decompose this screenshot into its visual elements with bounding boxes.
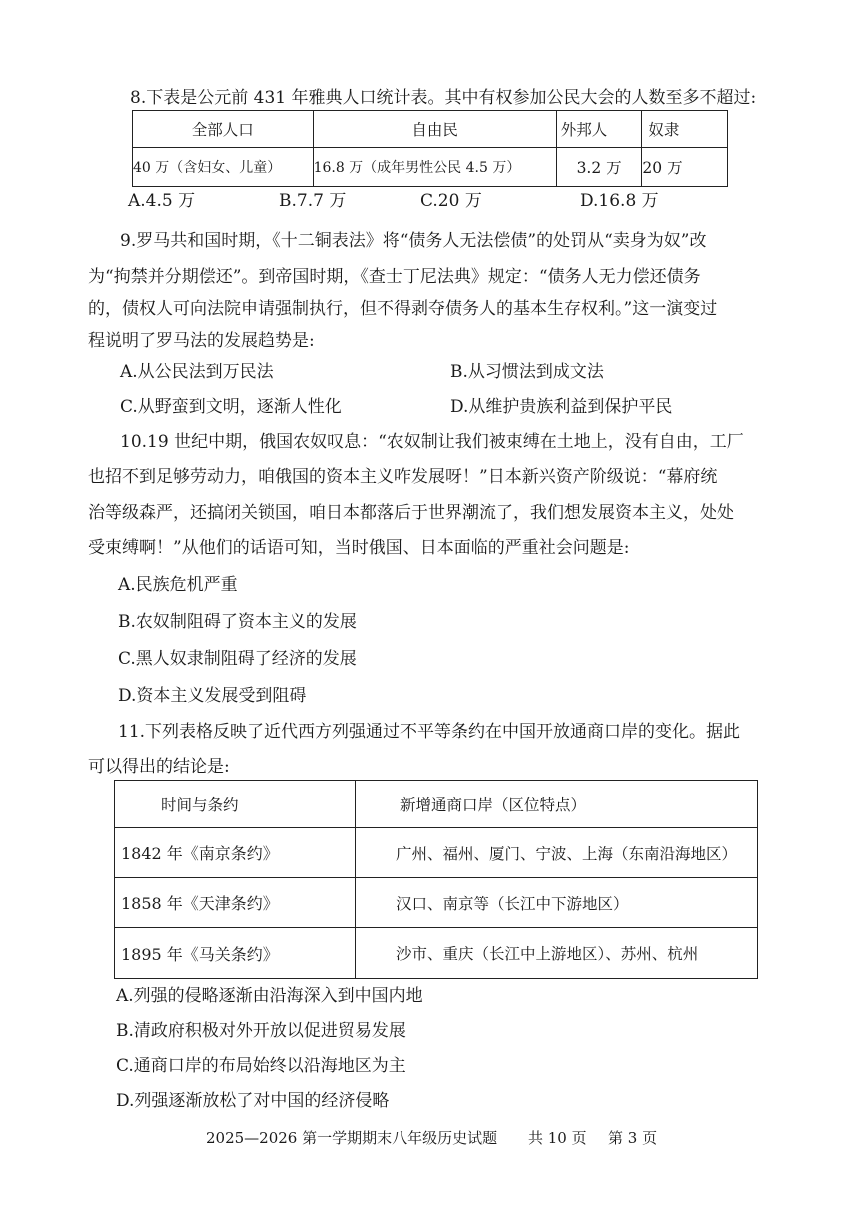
q8-cell-total: 40 万（含妇女、儿童） (133, 148, 314, 187)
q8-header-foreigners: 外邦人 (556, 111, 642, 148)
q10-option-c: C.黑人奴隶制阻碍了经济的发展 (118, 649, 357, 669)
q10-option-a: A.民族危机严重 (118, 575, 238, 595)
q9-line-4: 程说明了罗马法的发展趋势是: (88, 331, 315, 351)
q9-line-3: 的，债权人可向法院申请强制执行，但不得剥夺债务人的基本生存权利。”这一演变过 (88, 299, 718, 319)
q10-line-4: 受束缚啊！”从他们的话语可知，当时俄国、日本面临的严重社会问题是: (88, 538, 630, 558)
q11-option-b: B.清政府积极对外开放以促进贸易发展 (116, 1021, 406, 1041)
q8-option-c: C.20 万 (420, 191, 482, 211)
q10-line-2: 也招不到足够劳动力，咱俄国的资本主义咋发展呀！”日本新兴资产阶级说：“幕府统 (88, 467, 718, 487)
q11-ports-1895: 沙市、重庆（长江中上游地区）、苏州、杭州 (356, 928, 758, 979)
q11-option-a: A.列强的侵略逐渐由沿海深入到中国内地 (116, 986, 423, 1006)
footer-title: 2025—2026 第一学期期末八年级历史试题 (206, 1129, 498, 1147)
footer-page-number: 第 3 页 (608, 1129, 658, 1147)
q11-ports-1858: 汉口、南京等（长江中下游地区） (356, 878, 758, 928)
q11-table (114, 780, 758, 979)
q10-line-1: 10.19 世纪中期，俄国农奴叹息：“农奴制让我们被束缚在土地上，没有自由，工厂 (120, 432, 744, 452)
q11-treaty-1842: 1842 年《南京条约》 (115, 828, 356, 878)
q8-option-a: A.4.5 万 (128, 191, 196, 211)
q10-option-d: D.资本主义发展受到阻碍 (118, 686, 307, 706)
table-row (115, 878, 758, 928)
q9-option-b: B.从习惯法到成文法 (450, 362, 604, 382)
q8-cell-foreigners: 3.2 万 (556, 148, 642, 187)
table-row (115, 928, 758, 979)
q11-option-d: D.列强逐渐放松了对中国的经济侵略 (116, 1091, 390, 1111)
q11-treaty-1895: 1895 年《马关条约》 (115, 928, 356, 979)
q8-cell-free: 16.8 万（成年男性公民 4.5 万） (313, 148, 556, 187)
q9-option-d: D.从维护贵族利益到保护平民 (450, 397, 673, 417)
q11-line-2: 可以得出的结论是: (88, 757, 230, 777)
q11-option-c: C.通商口岸的布局始终以沿海地区为主 (116, 1056, 406, 1076)
q8-stem: 8.下表是公元前 431 年雅典人口统计表。其中有权参加公民大会的人数至多不超过: (130, 88, 757, 108)
q8-header-slaves: 奴隶 (642, 111, 728, 148)
q9-line-2: 为“拘禁并分期偿还”。到帝国时期，《查士丁尼法典》规定：“债务人无力偿还债务 (88, 267, 701, 287)
q10-line-3: 治等级森严，还搞闭关锁国，咱日本都落后于世界潮流了，我们想发展资本主义，处处 (88, 503, 734, 523)
q10-option-b: B.农奴制阻碍了资本主义的发展 (118, 612, 357, 632)
q8-header-total: 全部人口 (133, 111, 314, 148)
q11-line-1: 11.下列表格反映了近代西方列强通过不平等条约在中国开放通商口岸的变化。据此 (118, 722, 741, 742)
q8-table (132, 110, 728, 187)
q8-option-d: D.16.8 万 (580, 191, 659, 211)
q9-line-1: 9.罗马共和国时期，《十二铜表法》将“债务人无法偿债”的处罚从“卖身为奴”改 (120, 231, 707, 251)
q8-cell-slaves: 20 万 (642, 148, 728, 187)
q9-option-a: A.从公民法到万民法 (120, 362, 274, 382)
table-row (115, 828, 758, 878)
footer-total-pages: 共 10 页 (528, 1129, 587, 1147)
q11-header-ports: 新增通商口岸（区位特点） (356, 781, 758, 828)
q11-header-treaty: 时间与条约 (115, 781, 356, 828)
q8-header-free: 自由民 (313, 111, 556, 148)
q11-ports-1842: 广州、福州、厦门、宁波、上海（东南沿海地区） (356, 828, 758, 878)
q11-treaty-1858: 1858 年《天津条约》 (115, 878, 356, 928)
q9-option-c: C.从野蛮到文明，逐渐人性化 (120, 397, 342, 417)
q8-option-b: B.7.7 万 (279, 191, 347, 211)
